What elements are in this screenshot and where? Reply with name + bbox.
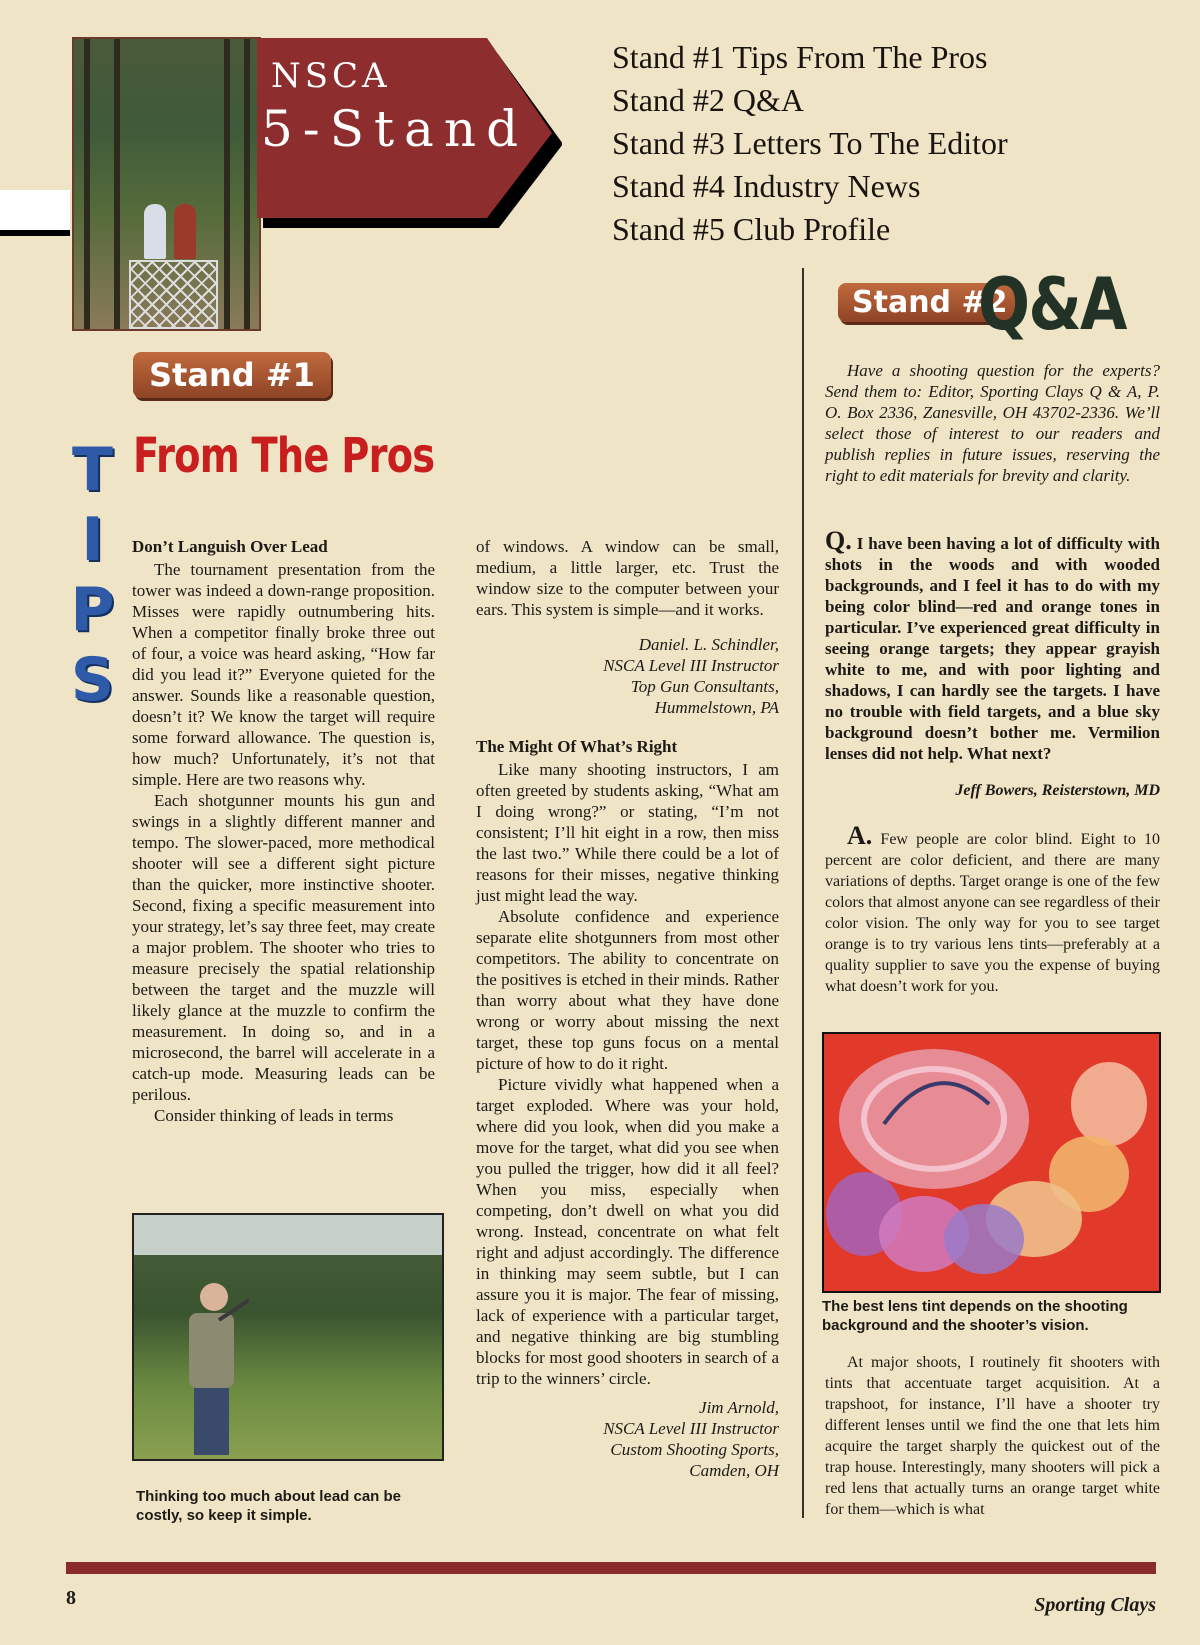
stand2-title: Q&A xyxy=(978,262,1126,346)
answer-text: Few people are color blind. Eight to 10 percent are color deficient, and there are many variations of depths. Target orange is one of the few colors that almost anyone can see regardless of their color vision. The only way for you to see target orange is to try various lens tints—preferably at a quality supplier to save you the expense of buying what doesn’t work for you. xyxy=(825,831,1161,995)
article1-column xyxy=(132,536,435,1126)
tips-letter: P xyxy=(70,575,115,645)
banner-line1: NSCA xyxy=(271,56,391,96)
answer-text-continued: At major shoots, I routinely fit shooters with tints that accentuate target acquisition. At a trapshoot, for instance, I’ll have a shooter try different lenses until we find the one that lets him acquire the target sharply the quickest out of the trap house. Interestingly, many shooters will pick a red lens that actually turns an orange target white for them—which is what xyxy=(825,1354,1160,1518)
lens-tint-photo xyxy=(822,1032,1161,1293)
magazine-name: Sporting Clays xyxy=(1034,1594,1156,1616)
tips-letter: S xyxy=(70,645,115,715)
toc-item-stand5: Stand #5 Club Profile xyxy=(612,211,891,247)
article1-paragraph: Consider thinking of leads in terms xyxy=(154,1106,394,1125)
answer-continuation xyxy=(825,1352,1160,1520)
article1-paragraph: The tournament presentation from the tower was indeed a down-range proposition. Misses were rapidly outnumbering hits. When a competitor finally broke three out of four, a voice was heard asking, “How far did you lead it?” Everyone quieted for the answer. Sounds like a reasonable question, doesn’t it? We know the target will require some forward allowance. The question is, how much? Unfortunately, it’s not that simple. Here are two reasons why. xyxy=(132,560,435,789)
article1-paragraph: Each shotgunner mounts his gun and swings in a slightly different manner and tempo. The slower-paced, more methodical shooter will see a different sight picture than the quicker, more instinctive shooter. Second, fixing a specific measurement into your strategy, let’s say three feet, may create a major problem. The shooter who tries to measure precisely the spatial relationship between the target and the muzzle will likely glance at the muzzle to confirm the measurement. In doing so, and in a microsecond, the barrel will accelerate in a catch-up mode. Measuring leads can be perilous. xyxy=(132,791,435,1104)
tips-letter: I xyxy=(81,505,104,575)
article1-continuation: of windows. A window can be small, medium, a little larger, etc. Trust the window size to the computer between your ears. This system is simple—and it works. xyxy=(476,537,779,619)
toc-item-stand3: Stand #3 Letters To The Editor xyxy=(612,125,1008,161)
article2-column xyxy=(476,536,779,1481)
page-number: 8 xyxy=(66,1587,76,1609)
column-divider xyxy=(802,268,804,1518)
article2-paragraph: Like many shooting instructors, I am often greeted by students asking, “What am I doing wrong?” or stating, “I’m not consistent; I’ll hit eight in a row, then miss the last two.” While there could be a lot of reasons for their misses, negative thinking just might lead the way. xyxy=(476,760,779,905)
photo2-caption: The best lens tint depends on the shooting background and the shooter’s vision. xyxy=(822,1298,1128,1334)
footer-bar xyxy=(66,1562,1156,1574)
author-signature: NSCA Level III Instructor xyxy=(603,1419,779,1438)
author-signature: Camden, OH xyxy=(689,1461,779,1480)
toc-item-stand2: Stand #2 Q&A xyxy=(612,82,804,118)
author-signature: Jim Arnold, xyxy=(699,1398,779,1417)
question-block xyxy=(825,526,1160,764)
author-signature: Daniel. L. Schindler, xyxy=(638,635,779,654)
table-of-contents xyxy=(612,36,1008,251)
qa-intro xyxy=(825,360,1160,486)
a-letter: A. xyxy=(847,821,873,850)
tower-photo xyxy=(72,37,261,331)
tips-vertical-title xyxy=(70,435,115,715)
banner-line2: 5-Stand xyxy=(261,100,529,158)
tips-letter: T xyxy=(72,435,113,505)
toc-item-stand4: Stand #4 Industry News xyxy=(612,168,921,204)
qa-intro-text: Have a shooting question for the experts? Send them to: Editor, Sporting Clays Q & A, P. O. Box 2336, Zanesville, OH 43702-2336. We’ll select those of interest to our readers and publish replies in future issues, reserving the right to edit materials for brevity and clarity. xyxy=(825,361,1160,485)
author-signature: Custom Shooting Sports, xyxy=(610,1440,779,1459)
question-text: I have been having a lot of difficulty with shots in the woods and with wooded backgrounds, and I feel it has to do with my being color blind—red and orange tones in particular. I’ve experienced great difficulty in seeing orange targets; they appear grayish white to me, and with poor lighting and shadows, I can hardly see the targets. I have no trouble with field targets, and a blue sky background doesn’t bother me. Vermilion lenses did not help. What next? xyxy=(825,534,1160,763)
article2-paragraph: Picture vividly what happened when a target exploded. Where was your hold, where did you look, when did you make a move for the target, what did you see when you pulled the trigger, how did it all feel? When you miss, especially when competing, don’t dwell on what you did wrong. Instead, concentrate on what felt right and adjust accordingly. The difference in thinking may seem subtle, but I can assure you it is major. The fear of missing, lack of experience with a particular target, and negative thinking are big stumbling blocks for most good shooters in search of a trip to the winners’ circle. xyxy=(476,1075,779,1388)
toc-item-stand1: Stand #1 Tips From The Pros xyxy=(612,39,988,75)
article1-heading: Don’t Languish Over Lead xyxy=(132,537,328,556)
author-signature: Top Gun Consultants, xyxy=(630,677,779,696)
author-signature: Hummelstown, PA xyxy=(654,698,779,717)
answer-block xyxy=(825,821,1161,997)
question-author: Jeff Bowers, Reisterstown, MD xyxy=(955,782,1160,799)
article2-paragraph: Absolute confidence and experience separate elite shotgunners from most other competitors. The ability to concentrate on the positives is etched in their minds. Rather than worry about what they have done wrong or worry about missing the next target, these top guns focus on a mental picture of how to do it right. xyxy=(476,907,779,1073)
article2-heading: The Might Of What’s Right xyxy=(476,737,678,756)
photo1-caption: Thinking too much about lead can be costly, so keep it simple. xyxy=(136,1488,402,1524)
author-signature: NSCA Level III Instructor xyxy=(603,656,779,675)
stand2-sign: Stand #2 xyxy=(838,283,1021,322)
stand1-title: From The Pros xyxy=(133,428,435,484)
stand1-sign: Stand #1 xyxy=(133,352,331,398)
header-bar xyxy=(0,190,70,236)
q-letter: Q. xyxy=(825,526,852,555)
nsca-banner xyxy=(257,38,562,228)
shooter-photo xyxy=(132,1213,444,1461)
